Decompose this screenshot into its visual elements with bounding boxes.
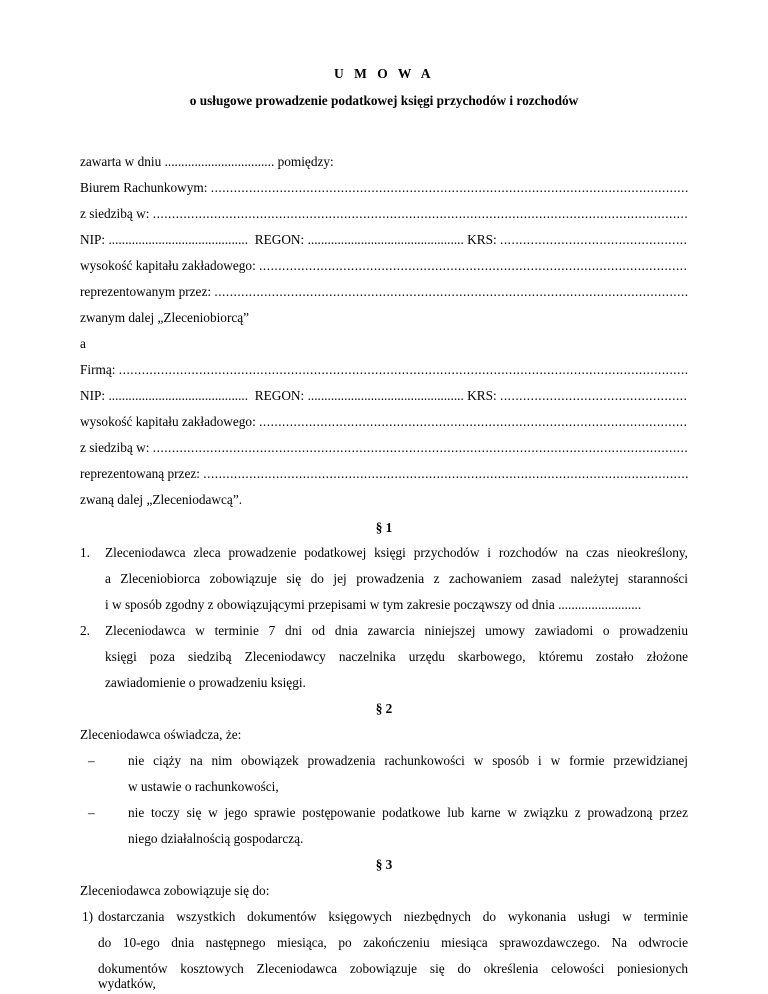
nip-label: NIP:: [80, 232, 106, 247]
section-2-heading: § 2: [375, 701, 393, 716]
bureau-label: Biurem Rachunkowym:: [80, 180, 208, 195]
seat-line: [80, 204, 688, 224]
s3-item1-line4: wydatków,: [98, 976, 156, 991]
represented2-label: reprezentowaną przez:: [80, 466, 200, 481]
nip2-regon2-krs2-line: [80, 386, 688, 406]
capital2-line: [80, 412, 688, 432]
s2-bullet2-line1: nie toczy się w jego sprawie postępowanie podatkowe lub karne w związku z prowadzoną przez: [128, 805, 688, 820]
represented-dots: [214, 282, 688, 302]
section-1-heading: § 1: [375, 520, 393, 535]
krs-label: KRS:: [467, 232, 497, 247]
seat-dots: [153, 204, 688, 224]
capital2-dots: [259, 412, 688, 432]
s2-bullet2-line2: niego działalnością gospodarczą.: [128, 831, 304, 846]
s1-item1-line1: Zleceniodawca zleca prowadzenie podatkowej księgi przychodów i rozchodów na czas nieokreślony,: [105, 545, 688, 560]
regon-label: REGON:: [254, 232, 305, 247]
bureau-dots: [211, 178, 688, 198]
nip2-dots: ..........................................: [108, 388, 249, 403]
capital2-label: wysokość kapitału zakładowego:: [80, 414, 256, 429]
document-title: U M O W A: [333, 66, 434, 81]
seat2-line: [80, 438, 688, 458]
s1-item2-line3: zawiadomienie o prowadzeniu księgi.: [105, 675, 306, 690]
nip-dots: ..........................................: [108, 232, 249, 247]
s3-item1-line3: dokumentów kosztowych Zleceniodawca zobowiązuje się do określenia celowości poniesionych: [98, 961, 688, 976]
capital-line: [80, 256, 688, 276]
nip2-label: NIP:: [80, 388, 106, 403]
firm-dots: [119, 360, 688, 380]
regon2-label: REGON:: [254, 388, 305, 403]
date-suffix: pomiędzy:: [277, 154, 334, 169]
s1-item2-line2: księgi poza siedzibą Zleceniodawcy naczelnika urzędu skarbowego, któremu zostało złożone: [105, 649, 688, 664]
firm-label: Firmą:: [80, 362, 116, 377]
represented2-line: [80, 464, 688, 484]
capital-label: wysokość kapitału zakładowego:: [80, 258, 256, 273]
date-line: [80, 152, 688, 172]
client-alias: zwaną dalej „Zleceniodawcą”.: [80, 492, 243, 507]
s1-item2-number: 2.: [80, 623, 90, 638]
represented2-dots: [203, 464, 688, 484]
capital-dots: [259, 256, 688, 276]
represented-line: [80, 282, 688, 302]
s2-bullet1-line1: nie ciąży na nim obowiązek prowadzenia rachunkowości w sposób i w formie przewidzianej: [128, 753, 688, 768]
s2-intro: Zleceniodawca oświadcza, że:: [80, 727, 242, 742]
bureau-line: [80, 178, 688, 198]
s3-item1-number: 1): [82, 909, 94, 924]
s1-item1-line2: a Zleceniobiorca zobowiązuje się do jej prowadzenia z zachowaniem zasad należytej staranności: [105, 571, 688, 586]
s3-item1-line2: do 10-ego dnia następnego miesiąca, po zakończeniu miesiąca sprawozdawczego. Na odwrocie: [98, 935, 688, 950]
contractor-alias: zwanym dalej „Zleceniobiorcą”: [80, 310, 250, 325]
seat2-label: z siedzibą w:: [80, 440, 150, 455]
krs-dots: [500, 230, 688, 250]
s2-bullet2-dash: –: [88, 805, 95, 820]
section-3-heading: § 3: [375, 857, 393, 872]
s3-intro: Zleceniodawca zobowiązuje się do:: [80, 883, 270, 898]
s2-bullet1-dash: –: [88, 753, 95, 768]
regon2-dots: ...............................................: [307, 388, 464, 403]
seat2-dots: [153, 438, 688, 458]
document-subtitle: o usługowe prowadzenie podatkowej księgi przychodów i rozchodów: [189, 93, 579, 108]
represented-label: reprezentowanym przez:: [80, 284, 212, 299]
and-word: a: [80, 336, 86, 351]
s1-item1-line3: i w sposób zgodny z obowiązującymi przepisami w tym zakresie począwszy od dnia .........................: [105, 597, 642, 612]
seat-label: z siedzibą w:: [80, 206, 150, 221]
s1-item2-line1: Zleceniodawca w terminie 7 dni od dnia zawarcia niniejszej umowy zawiadomi o prowadzeniu: [105, 623, 688, 638]
date-dots: .................................: [164, 154, 275, 169]
s1-item1-number: 1.: [80, 545, 90, 560]
nip-regon-krs-line: [80, 230, 688, 250]
date-prefix: zawarta w dniu: [80, 154, 162, 169]
s3-item1-line1: dostarczania wszystkich dokumentów księgowych niezbędnych do wykonania usługi w terminie: [98, 909, 688, 924]
krs2-label: KRS:: [467, 388, 497, 403]
regon-dots: ...............................................: [307, 232, 464, 247]
s2-bullet1-line2: w ustawie o rachunkowości,: [128, 779, 279, 794]
krs2-dots: [500, 386, 688, 406]
firm-line: [80, 360, 688, 380]
